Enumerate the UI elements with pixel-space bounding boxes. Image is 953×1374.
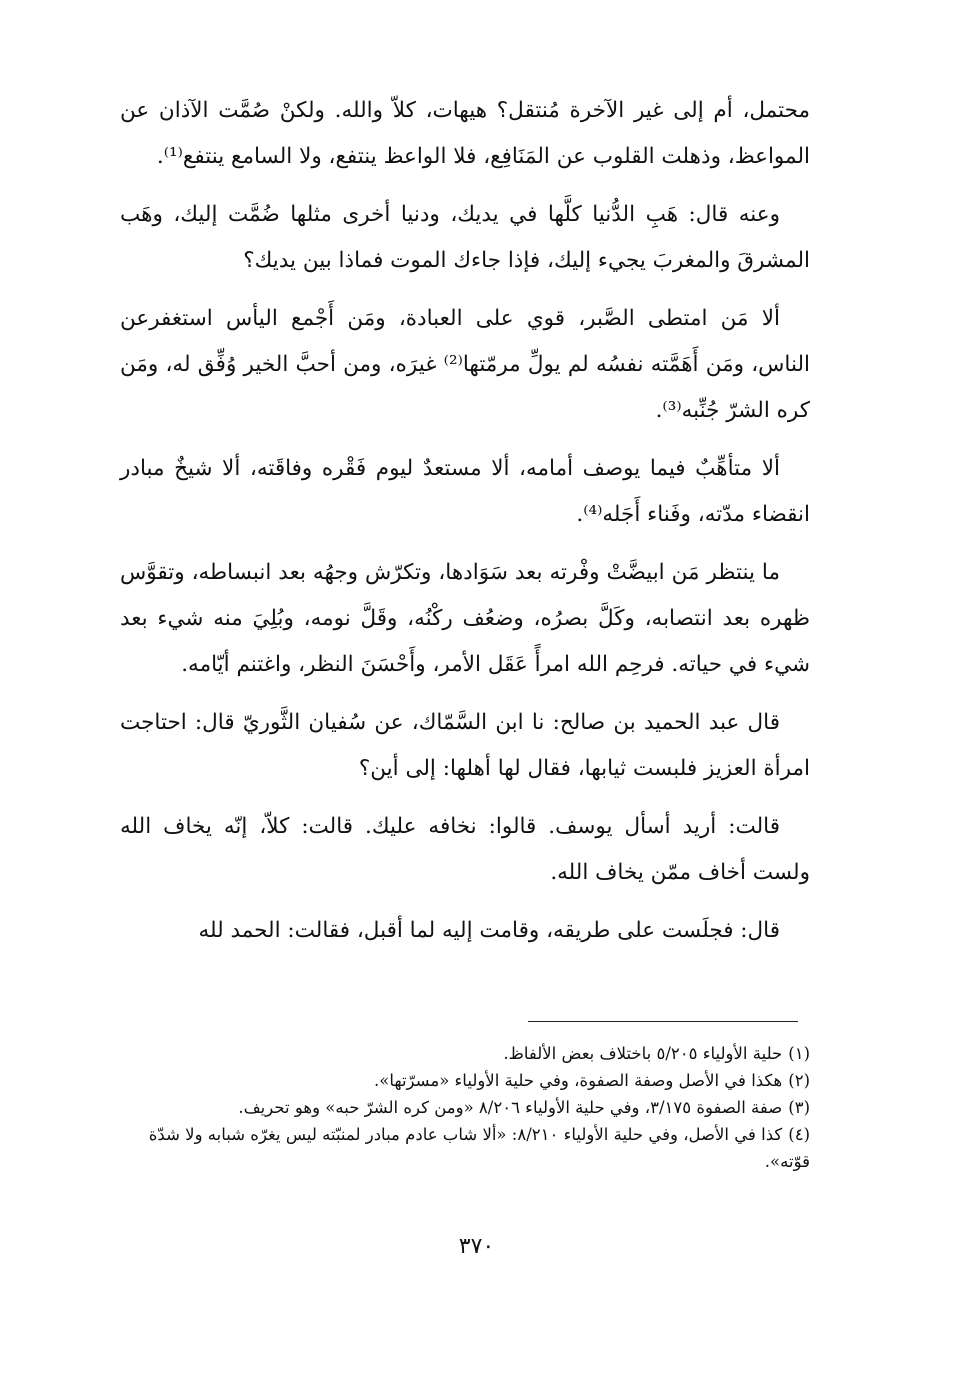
footnotes	[120, 1040, 810, 1175]
footnote-number: (١)	[788, 1044, 810, 1063]
footnote-divider	[528, 1021, 798, 1022]
page-number: ٣٧٠	[458, 1234, 495, 1259]
footnote-number: (٣)	[788, 1098, 810, 1117]
footnote-number: (٢)	[788, 1071, 810, 1090]
footnote-text: صفة الصفوة ٣/١٧٥، وفي حلية الأولياء ٨/٢٠٦ «ومن كره الشرّ حبه» وهو تحريف.	[238, 1098, 783, 1117]
paragraph-3: ألا مَن امتطى الصَّبر، قوي على العبادة، ومَن أَجْمع اليأس استغفرعن الناس، ومَن أَهَمَّته نفسُه لم يولِّ مرمّتها⁽²⁾ غيرَه، ومن أحبَّ الخير وُفِّق له، ومَن كره الشرّ جُنِّبه⁽³⁾.	[120, 306, 810, 423]
footnote-2	[120, 1067, 810, 1094]
footnote-text: كذا في الأصل، وفي حلية الأولياء ٨/٢١٠: «ألا شاب عادم مبادر لمنبّته ليس يغرّه شبابه ولا شدّة قوّته».	[148, 1125, 810, 1171]
paragraph-4: ألا متأهِّبٌ فيما يوصف أمامه، ألا مستعدٌ ليوم فَقْره وفاقَته، ألا شيخٌ مبادر انقضاء مدّته، وفَناء أَجَله⁽⁴⁾.	[120, 456, 810, 527]
footnote-4	[120, 1121, 810, 1175]
paragraph-2: وعنه قال: هَبِ الدُّنيا كلَّها في يديك، ودنيا أخرى مثلها ضُمَّت إليك، وهَب المشرقَ والمغربَ يجيء إليك، فإذا جاءك الموت فماذا بين يديك؟	[120, 202, 810, 273]
paragraph-8: قال: فجلَست على طريقه، وقامت إليه لما أقبل، فقالت: الحمد لله	[198, 918, 780, 943]
main-text	[120, 88, 810, 966]
paragraph-6: قال عبد الحميد بن صالح: نا ابن السَّمّاك، عن سُفيان الثَّوريّ قال: احتاجت امرأة العزيز فلبست ثيابها، فقال لها أهلها: إلى أين؟	[120, 710, 810, 781]
paragraph-1: محتمل، أم إلى غير الآخرة مُنتقل؟ هيهات، كلاّ والله. ولكنْ صُمَّت الآذان عن المواعظ، وذهلت القلوب عن المَنَافِع، فلا الواعظ ينتفع، ولا السامع ينتفع⁽¹⁾.	[120, 98, 810, 169]
paragraph-7: قالت: أريد أسأل يوسف. قالوا: نخافه عليك. قالت: كلاّ، إنّه يخاف الله ولست أخاف ممّن يخاف الله.	[120, 814, 810, 885]
footnote-1	[120, 1040, 810, 1067]
footnote-text: هكذا في الأصل وصفة الصفوة، وفي حلية الأولياء «مسرّتها».	[373, 1071, 783, 1090]
footnote-number: (٤)	[788, 1125, 810, 1144]
footnote-3	[120, 1094, 810, 1121]
paragraph-5: ما ينتظر مَن ابيضَّتْ وفْرته بعد سَوَادها، وتكرّش وجهُه بعد انبساطه، وتقوَّس ظهره بعد انتصابه، وكَلَّ بصرُه، وضعُف ركْنُه، وقَلَّ نومه، وبُلِيَ منه شيء بعد شيء في حياته. فرحِم الله امرأً عَقَل الأمر، وأَحْسَنَ النظر، واغتنم أيّامه.	[120, 560, 810, 677]
footnote-text: حلية الأولياء ٥/٢٠٥ باختلاف بعض الألفاظ.	[503, 1044, 783, 1063]
